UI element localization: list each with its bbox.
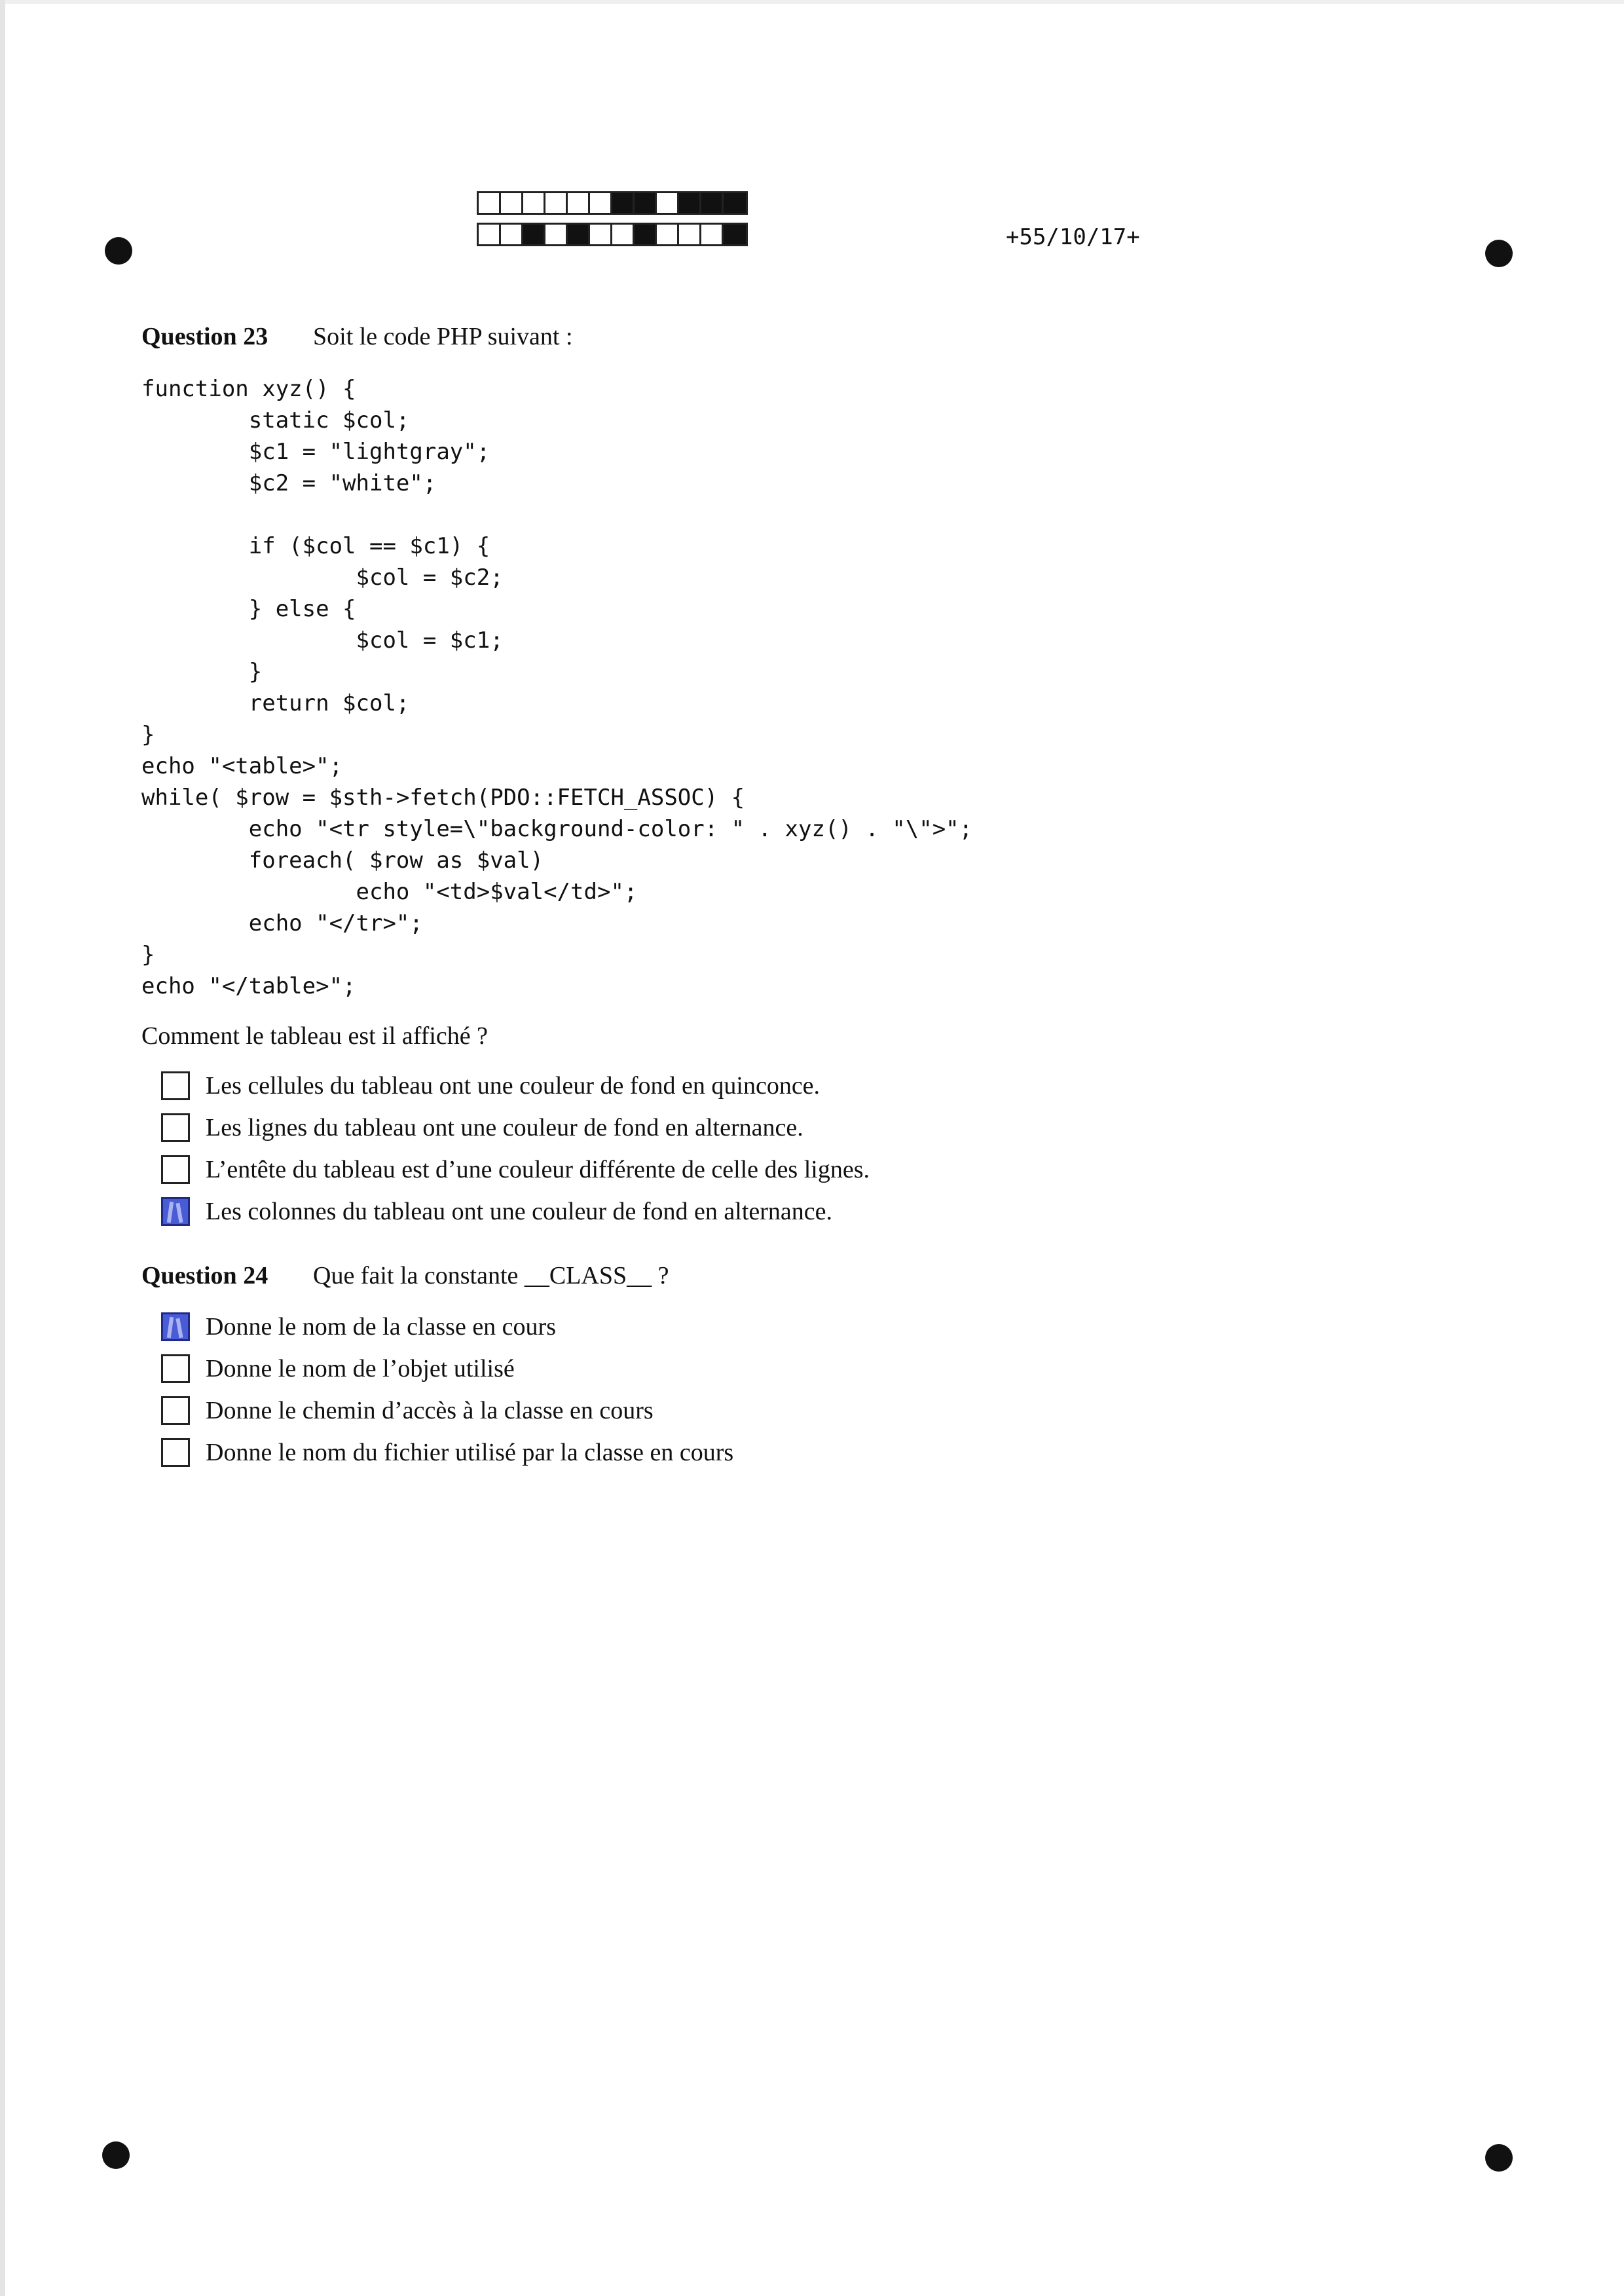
corner-mark-top-right: [1485, 240, 1513, 267]
q24-checkbox-2[interactable]: [161, 1354, 190, 1383]
barcode-cell: [612, 193, 635, 213]
q23-answer-4[interactable]: [161, 1197, 832, 1226]
q24-checkbox-4[interactable]: [161, 1438, 190, 1467]
q23-answer-3-label: L’entête du tableau est d’une couleur différente de celle des lignes.: [206, 1156, 870, 1183]
question-24-label: Question 24: [141, 1262, 268, 1289]
corner-mark-top-left: [105, 237, 132, 265]
barcode-cell: [657, 193, 679, 213]
barcode-cell: [701, 193, 724, 213]
q23-checkbox-1[interactable]: [161, 1071, 190, 1100]
barcode-cell: [545, 193, 568, 213]
q23-answer-1-label: Les cellules du tableau ont une couleur de fond en quinconce.: [206, 1072, 821, 1100]
q24-checkbox-3[interactable]: [161, 1396, 190, 1425]
q24-answer-4[interactable]: [161, 1438, 733, 1467]
barcode-cell: [501, 225, 523, 244]
barcode-cell: [479, 193, 501, 213]
barcode-cell: [568, 193, 590, 213]
barcode-cell: [635, 193, 657, 213]
scan-left-edge: [0, 0, 5, 2296]
barcode-cell: [568, 225, 590, 244]
php-code-block: function xyz() { static $col; $c1 = "lightgray"; $c2 = "white"; if ($col == $c1) { $col = $c2; } else { $col = $c1; } return $col; } echo "<table>"; while( $row = $sth->fetch(PDO::FETCH_ASSOC) { echo "<tr style=\"background-color: " . xyz() . "\">"; foreach( $row as $val) echo "<td>$val</td>"; echo "</tr>"; } echo "</table>";: [141, 376, 973, 999]
q23-answer-2[interactable]: [161, 1113, 803, 1142]
barcode-cell: [612, 225, 635, 244]
question-23-text: Soit le code PHP suivant :: [313, 323, 573, 350]
q23-checkbox-3[interactable]: [161, 1155, 190, 1184]
barcode-row-2: [477, 223, 748, 246]
q23-checkbox-2[interactable]: [161, 1113, 190, 1142]
barcode-cell: [724, 193, 746, 213]
q24-answer-4-label: Donne le nom du fichier utilisé par la classe en cours: [206, 1439, 734, 1466]
barcode-cell: [701, 225, 724, 244]
barcode-cell: [635, 225, 657, 244]
question-24-header: [141, 1261, 669, 1290]
question-23-label: Question 23: [141, 323, 268, 350]
q24-answer-1[interactable]: [161, 1312, 556, 1341]
q23-answer-3[interactable]: [161, 1155, 870, 1184]
q23-answer-2-label: Les lignes du tableau ont une couleur de fond en alternance.: [206, 1114, 803, 1141]
question-23-prompt: Comment le tableau est il affiché ?: [141, 1022, 488, 1050]
barcode-cell: [679, 193, 701, 213]
barcode-cell: [545, 225, 568, 244]
corner-mark-bottom-left: [102, 2141, 130, 2169]
barcode-row-1: [477, 191, 748, 215]
page-id: +55/10/17+: [1006, 224, 1140, 250]
barcode-cell: [523, 225, 545, 244]
barcode-cell: [523, 193, 545, 213]
barcode-cell: [657, 225, 679, 244]
barcode-cell: [501, 193, 523, 213]
barcode-cell: [724, 225, 746, 244]
scan-top-edge: [0, 0, 1624, 4]
barcode-cell: [590, 193, 612, 213]
q24-answer-3[interactable]: [161, 1396, 654, 1425]
question-23-header: [141, 322, 573, 351]
q24-answer-3-label: Donne le chemin d’accès à la classe en cours: [206, 1397, 654, 1424]
q23-checkbox-4[interactable]: [161, 1197, 190, 1226]
q23-answer-4-label: Les colonnes du tableau ont une couleur de fond en alternance.: [206, 1198, 833, 1225]
barcode-cell: [679, 225, 701, 244]
barcode-cell: [590, 225, 612, 244]
q24-answer-2[interactable]: [161, 1354, 515, 1383]
q23-answer-1[interactable]: [161, 1071, 820, 1100]
barcode-cell: [479, 225, 501, 244]
corner-mark-bottom-right: [1485, 2144, 1513, 2172]
q24-answer-1-label: Donne le nom de la classe en cours: [206, 1313, 556, 1341]
question-24-text: Que fait la constante __CLASS__ ?: [313, 1262, 669, 1289]
q24-checkbox-1[interactable]: [161, 1312, 190, 1341]
q24-answer-2-label: Donne le nom de l’objet utilisé: [206, 1355, 515, 1382]
